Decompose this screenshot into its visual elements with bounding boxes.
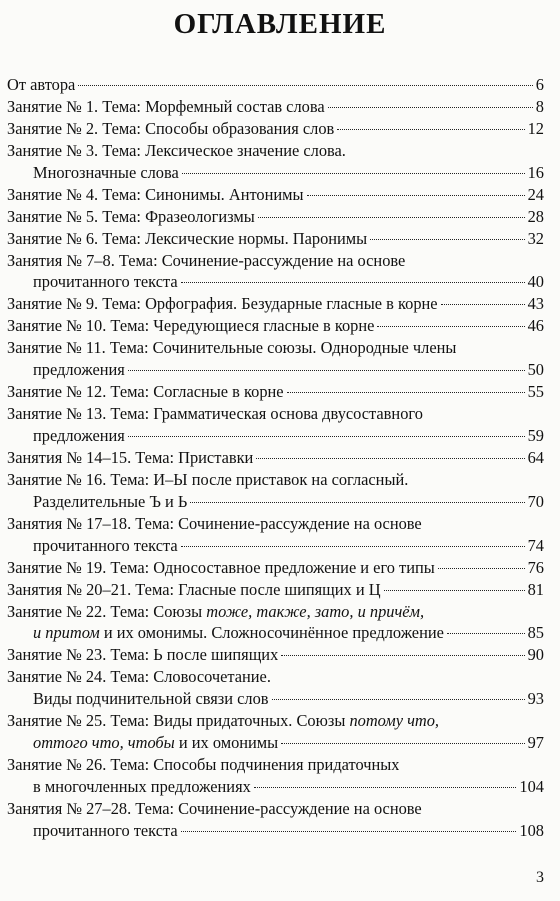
toc-entry-text	[7, 381, 284, 403]
toc-page-number: 74	[527, 535, 544, 555]
toc-entry-plain: Занятия № 17–18. Тема: Сочинение-рассуждение на основе	[7, 513, 422, 533]
toc-page-number: 81	[527, 579, 544, 599]
toc-entry-plain: Занятия № 20–21. Тема: Гласные после шипящих и Ц	[7, 579, 381, 599]
toc-entry	[7, 206, 544, 228]
toc-page-number: 12	[527, 118, 544, 138]
dot-leader	[281, 743, 524, 744]
toc-page-number: 46	[527, 316, 544, 336]
page-number: 3	[536, 869, 544, 886]
toc-entry	[7, 250, 544, 272]
toc-entry-plain: Разделительные Ъ и Ь	[33, 491, 188, 511]
toc-entry-plain: Занятие № 22. Тема: Союзы	[7, 601, 207, 621]
toc-entry-plain: Занятие № 19. Тема: Односоставное предложение и его типы	[7, 557, 435, 577]
toc-page-number: 70	[527, 491, 544, 511]
toc-entry	[7, 666, 544, 688]
toc-entry-plain: Занятие № 24. Тема: Словосочетание.	[7, 667, 271, 687]
toc-entry-text	[7, 754, 399, 776]
toc-entry-plain: Занятие № 3. Тема: Лексическое значение слова.	[7, 140, 346, 160]
dot-leader	[281, 655, 524, 656]
toc-page-number: 59	[527, 426, 544, 445]
toc-page-number: 50	[527, 360, 544, 380]
toc-entry-text	[33, 622, 444, 644]
toc-entry-continuation	[7, 162, 544, 184]
toc-entry	[7, 315, 544, 337]
toc-entry-text	[7, 315, 374, 337]
toc-entry-text	[33, 820, 178, 842]
toc-page-number: 97	[527, 733, 544, 753]
toc-entry-plain: и их омонимы	[174, 733, 279, 753]
toc-entry-plain: Занятия № 7–8. Тема: Сочинение-рассуждение на основе	[7, 250, 406, 270]
dot-leader	[287, 392, 525, 393]
dot-leader	[272, 699, 525, 700]
dot-leader	[128, 370, 525, 371]
toc-entry-plain: Занятие № 26. Тема: Способы подчинения придаточных	[7, 755, 400, 775]
toc-entry-plain: и их омонимы. Сложносочинённое предложение	[99, 623, 444, 643]
toc-entry	[7, 754, 544, 776]
toc-entry-text	[7, 798, 422, 820]
toc-page-number: 40	[527, 272, 544, 292]
toc-entry-continuation	[7, 491, 544, 513]
page-title: ОГЛАВЛЕНИЕ	[173, 8, 387, 40]
toc-entry-text	[7, 579, 381, 601]
toc-entry-plain: Занятие № 12. Тема: Согласные в корне	[7, 382, 284, 402]
dot-leader	[438, 568, 525, 569]
toc-entry-text	[7, 118, 334, 140]
toc-entry-plain: предложения	[33, 360, 125, 380]
toc-entry-plain: Занятие № 1. Тема: Морфемный состав слова	[7, 96, 325, 116]
toc-entry-text	[7, 403, 423, 425]
toc-entry-text	[7, 74, 75, 96]
toc-entry-text	[7, 710, 439, 732]
toc-entry-text	[7, 469, 408, 491]
toc-page-number: 24	[527, 184, 544, 204]
toc-entry	[7, 337, 544, 359]
toc-entry-text	[7, 228, 367, 250]
toc-entry-continuation	[7, 776, 544, 798]
toc-entry-plain: Занятия № 27–28. Тема: Сочинение-рассуждение на основе	[7, 798, 422, 818]
toc-entry-continuation	[7, 622, 544, 644]
toc-entry	[7, 644, 544, 666]
toc-entry-continuation	[7, 732, 544, 754]
toc-entry-text	[33, 535, 178, 557]
toc-entry-text	[7, 206, 255, 228]
dot-leader	[307, 195, 525, 196]
toc-entry	[7, 513, 544, 535]
toc-entry-text	[7, 96, 325, 118]
toc-entry-text	[33, 491, 187, 513]
toc-page-number: 108	[519, 820, 544, 840]
toc-entry-plain: Занятие № 10. Тема: Чередующиеся гласные в корне	[7, 316, 375, 336]
dot-leader	[181, 831, 517, 832]
toc-entry	[7, 469, 544, 491]
toc-entry-italic: потому что,	[349, 711, 440, 731]
toc-entry-text	[7, 557, 435, 579]
toc-page-number: 90	[527, 645, 544, 665]
toc-entry-plain: Занятие № 2. Тема: Способы образования слов	[7, 118, 335, 138]
toc-entry-text	[33, 732, 278, 754]
toc-entry-plain: Занятие № 16. Тема: И–Ы после приставок на согласный.	[7, 469, 409, 489]
toc-entry-continuation	[7, 359, 544, 381]
toc-entry	[7, 579, 544, 601]
toc-entry-continuation	[7, 425, 544, 447]
toc-entry	[7, 118, 544, 140]
toc-page-number: 76	[527, 557, 544, 577]
toc-page-number: 32	[527, 228, 544, 248]
dot-leader	[190, 502, 524, 503]
toc-entry-text	[7, 184, 304, 206]
dot-leader	[337, 129, 524, 130]
toc-entry-text	[33, 776, 251, 798]
toc-entry	[7, 381, 544, 403]
toc-entry-plain: Занятие № 4. Тема: Синонимы. Антонимы	[7, 184, 304, 204]
toc-entry	[7, 447, 544, 469]
toc-entry-text	[33, 688, 269, 710]
dot-leader	[128, 436, 525, 437]
toc-entry	[7, 403, 544, 425]
toc-entry-plain: прочитанного текста	[33, 272, 178, 292]
toc-entry	[7, 228, 544, 250]
toc-entry-text	[7, 447, 253, 469]
toc-entry	[7, 798, 544, 820]
toc-entry-text	[7, 644, 278, 666]
toc-entry-text	[7, 293, 438, 315]
toc-entry	[7, 710, 544, 732]
toc-entry-continuation	[7, 535, 544, 557]
toc-entry-plain: Занятие № 13. Тема: Грамматическая основа двусоставного	[7, 404, 423, 424]
toc-page-number: 28	[527, 206, 544, 226]
toc-page-number: 16	[527, 162, 544, 182]
dot-leader	[441, 304, 525, 305]
dot-leader	[182, 173, 525, 174]
dot-leader	[370, 239, 524, 240]
toc-entry-plain: Занятие № 11. Тема: Сочинительные союзы. Однородные члены	[7, 338, 457, 358]
toc-entry-plain: Многозначные слова	[33, 162, 179, 182]
toc-entry-continuation	[7, 820, 544, 842]
toc-entry-text	[7, 250, 405, 272]
toc-entry-plain: прочитанного текста	[33, 820, 178, 840]
dot-leader	[377, 326, 524, 327]
toc-page-number: 55	[527, 382, 544, 402]
toc-page-number: 104	[519, 777, 544, 796]
toc-page-number: 43	[527, 294, 544, 314]
toc-entry-italic: и притом	[33, 623, 100, 643]
toc-page-number: 64	[527, 447, 544, 467]
dot-leader	[181, 546, 525, 547]
toc-entry-italic: оттого что, чтобы	[33, 733, 175, 753]
toc-entry-text	[7, 337, 456, 359]
dot-leader	[328, 107, 533, 108]
toc-entry-continuation	[7, 688, 544, 710]
toc-entry	[7, 601, 544, 623]
toc-entry-plain: прочитанного текста	[33, 535, 178, 555]
toc-entry-plain: в многочленных предложениях	[33, 777, 251, 796]
toc-entry-plain: Занятие № 25. Тема: Виды придаточных. Союзы	[7, 711, 350, 731]
dot-leader	[181, 282, 525, 283]
dot-leader	[384, 590, 525, 591]
toc-entry-text	[33, 162, 179, 184]
toc-entry	[7, 557, 544, 579]
toc-page-number: 85	[527, 623, 544, 643]
toc-entry	[7, 96, 544, 118]
toc-entry-text	[7, 513, 422, 535]
table-of-contents	[7, 74, 544, 842]
toc-entry	[7, 74, 544, 96]
dot-leader	[78, 85, 532, 86]
toc-entry-text	[33, 359, 125, 381]
dot-leader	[254, 787, 517, 788]
toc-entry-text	[7, 140, 346, 162]
toc-entry	[7, 293, 544, 315]
toc-entry-plain: Занятие № 23. Тема: Ь после шипящих	[7, 645, 279, 665]
dot-leader	[256, 458, 524, 459]
toc-entry-plain: Занятия № 14–15. Тема: Приставки	[7, 447, 254, 467]
toc-entry-plain: Занятие № 9. Тема: Орфография. Безударные гласные в корне	[7, 294, 438, 314]
toc-entry-plain: Занятие № 6. Тема: Лексические нормы. Паронимы	[7, 228, 368, 248]
dot-leader	[447, 633, 525, 634]
toc-entry-plain: Занятие № 5. Тема: Фразеологизмы	[7, 206, 255, 226]
toc-entry-plain: предложения	[33, 426, 125, 445]
toc-page-number: 8	[535, 96, 544, 116]
toc-entry-plain: Виды подчинительной связи слов	[33, 689, 269, 709]
toc-entry-italic: тоже, также, зато, и причём,	[206, 601, 425, 621]
toc-page-number: 6	[535, 75, 544, 94]
dot-leader	[258, 217, 525, 218]
toc-entry	[7, 184, 544, 206]
toc-page-number: 93	[527, 689, 544, 709]
toc-entry-text	[7, 666, 271, 688]
toc-entry-text	[7, 601, 424, 623]
toc-entry-text	[33, 271, 178, 293]
toc-entry-continuation	[7, 271, 544, 293]
toc-entry-plain: От автора	[7, 75, 76, 94]
toc-entry	[7, 140, 544, 162]
toc-entry-text	[33, 425, 125, 447]
